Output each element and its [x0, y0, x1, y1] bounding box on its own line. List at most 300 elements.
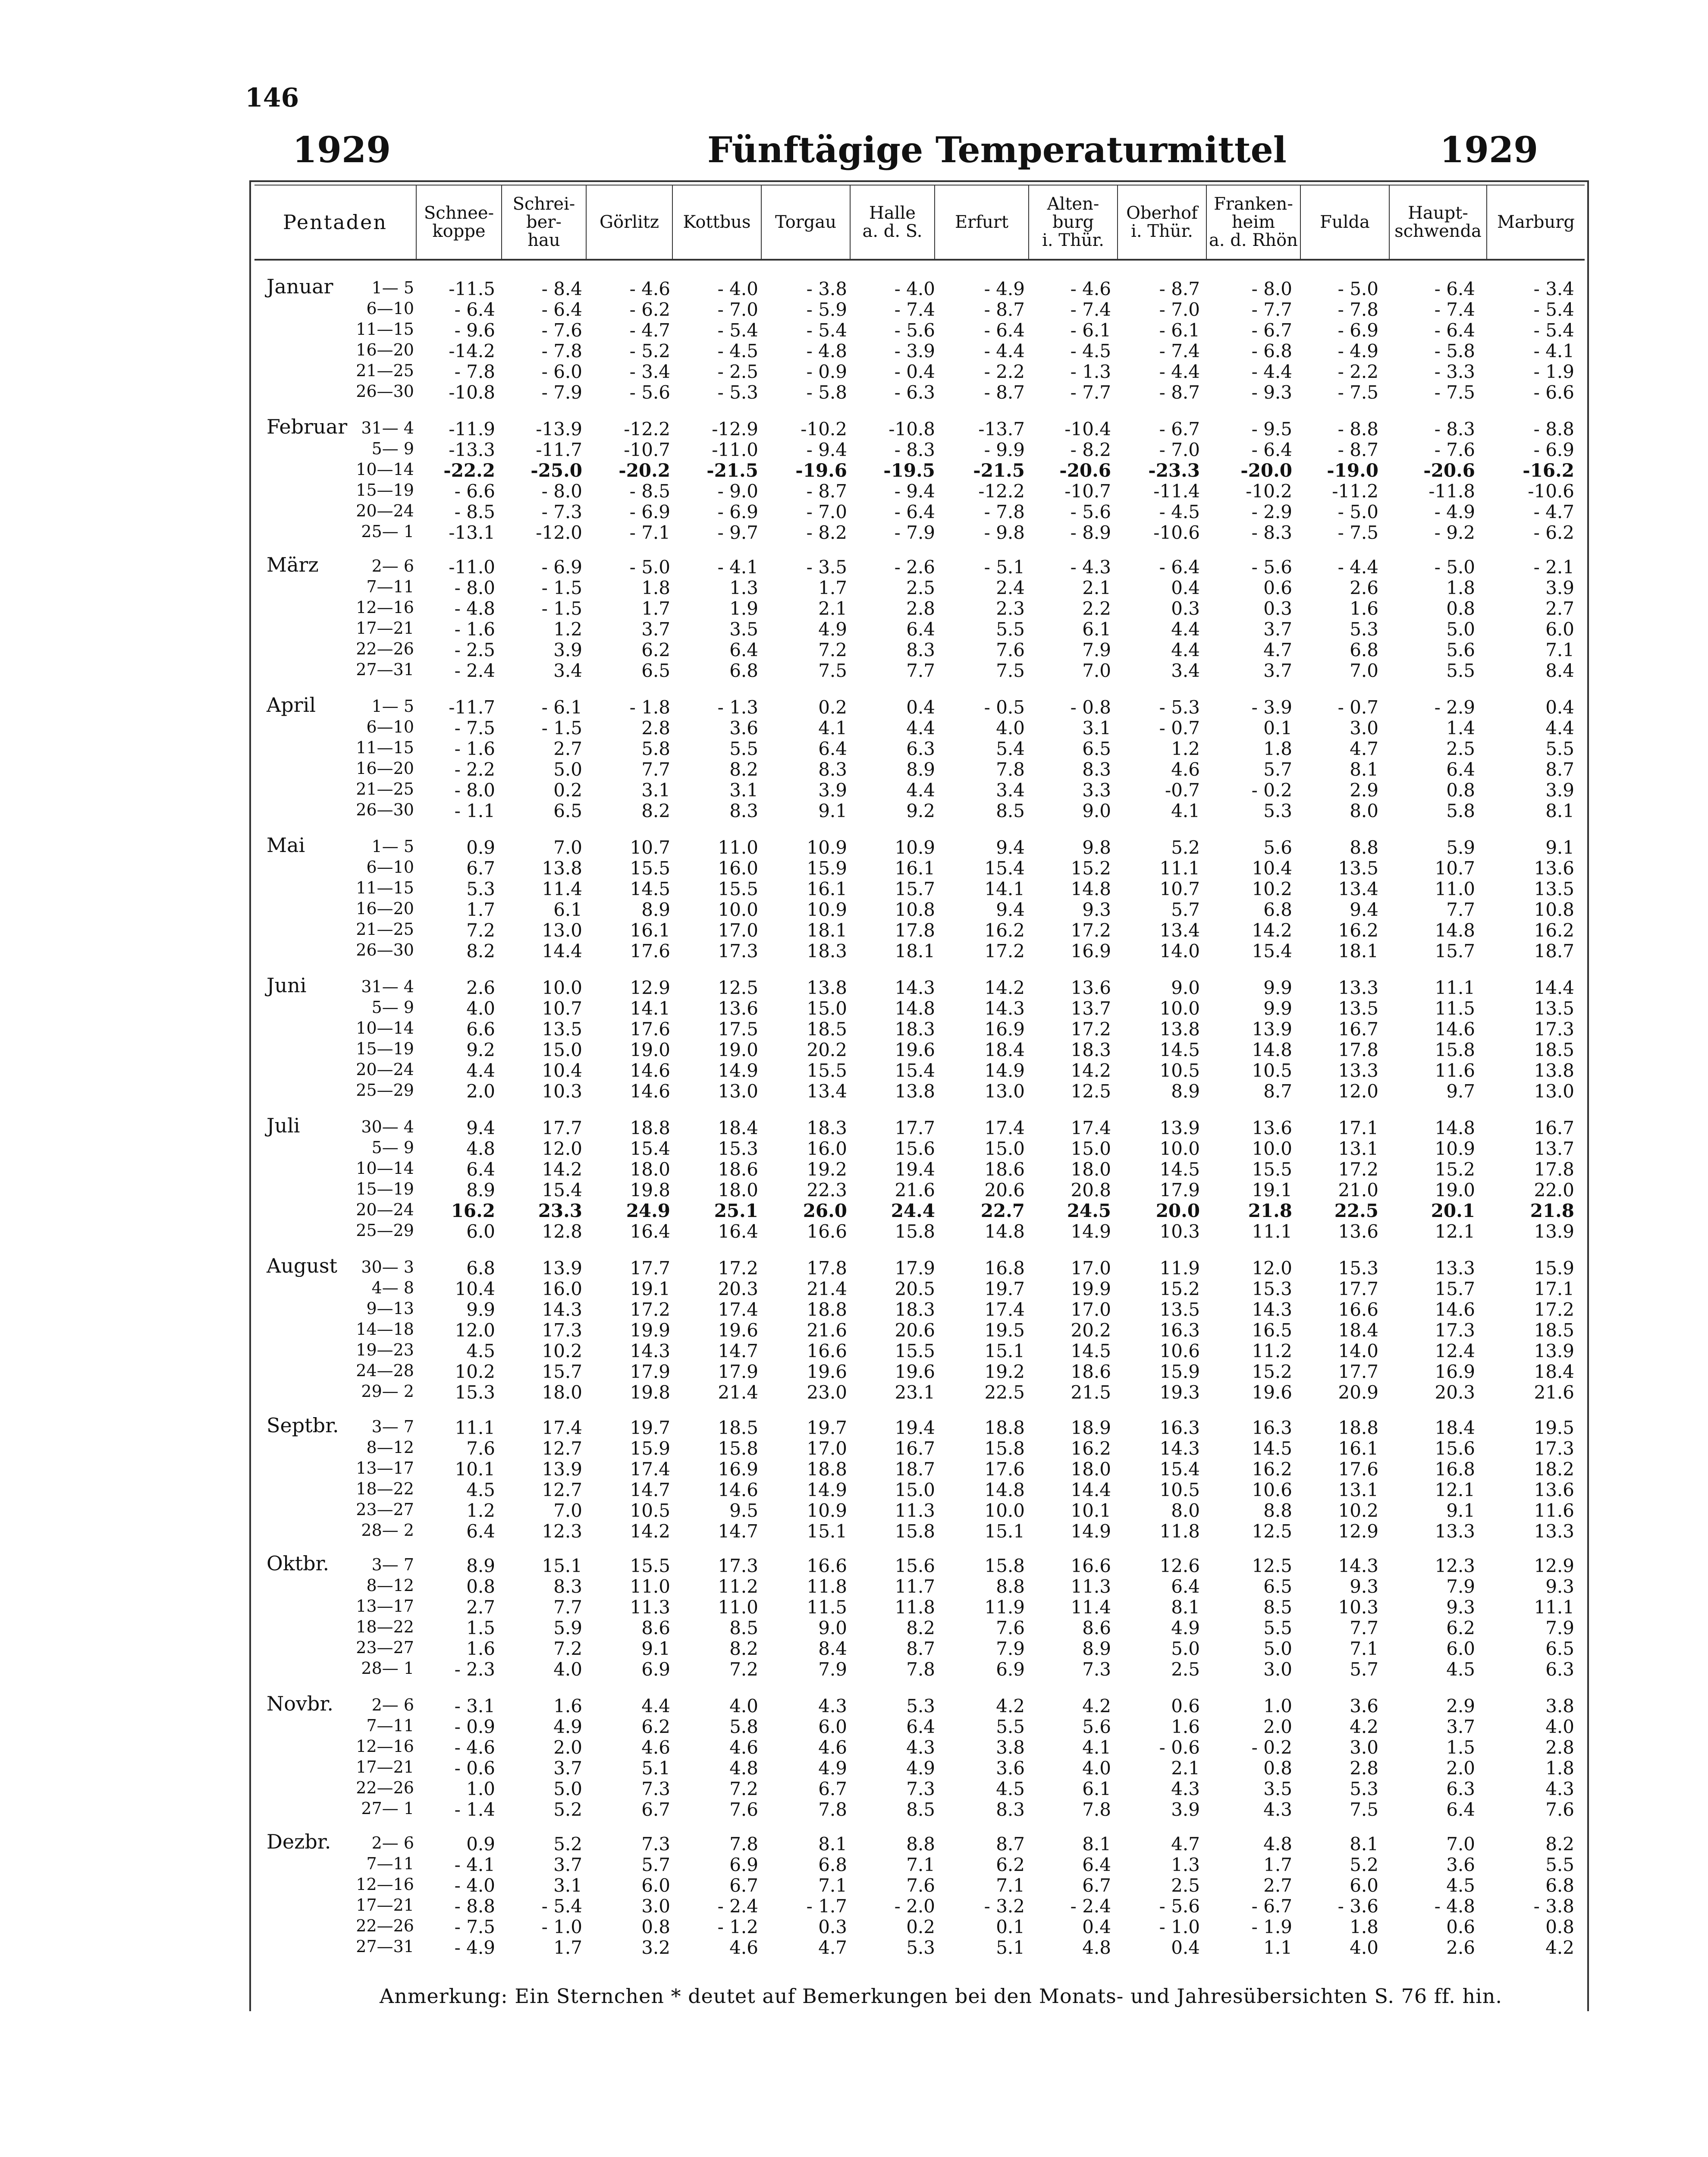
table-cell: 12.3	[1435, 1555, 1475, 1576]
table-cell: 2.5	[1171, 1659, 1200, 1680]
table-cell: 2.5	[1446, 738, 1475, 759]
table-cell: 11.5	[807, 1597, 847, 1618]
table-cell: 5.6	[1082, 1716, 1111, 1737]
table-cell: - 7.4	[1159, 340, 1200, 362]
table-cell: 11.0	[718, 1597, 758, 1618]
table-cell: 11.3	[895, 1500, 935, 1521]
table-cell: 3.9	[1545, 780, 1574, 801]
pentade-label: 20—24	[356, 1200, 414, 1219]
table-cell: 16.2	[1252, 1459, 1292, 1480]
pentade-label: 14—18	[356, 1320, 414, 1339]
table-cell: 14.6	[630, 1060, 670, 1081]
table-cell: 7.2	[818, 639, 847, 660]
table-cell: 6.1	[553, 899, 582, 920]
table-cell: 4.0	[996, 717, 1025, 739]
table-cell: 4.6	[1171, 759, 1200, 780]
table-cell: - 1.5	[541, 598, 582, 619]
table-cell: 13.8	[542, 858, 582, 879]
table-cell: - 6.6	[454, 481, 495, 502]
table-cell: 10.9	[807, 1500, 847, 1521]
table-cell: 17.6	[1338, 1459, 1378, 1480]
table-cell: 17.8	[1534, 1159, 1574, 1180]
table-cell: - 6.9	[1338, 320, 1378, 341]
table-cell: 8.3	[553, 1576, 582, 1597]
pentade-label: 2— 6	[371, 1833, 414, 1852]
table-cell: 20.2	[807, 1039, 847, 1060]
table-cell: 14.3	[1338, 1555, 1378, 1576]
table-cell: 23.1	[895, 1382, 935, 1403]
pentade-label: 26—30	[356, 800, 414, 819]
table-cell: - 4.9	[1434, 501, 1475, 522]
table-cell: - 6.4	[984, 320, 1025, 341]
table-cell: - 1.6	[454, 738, 495, 759]
table-cell: 0.3	[1171, 598, 1200, 619]
table-cell: 5.3	[466, 878, 495, 899]
table-cell: 2.4	[996, 577, 1025, 598]
table-cell: 7.5	[996, 660, 1025, 681]
table-cell: -10.4	[1064, 418, 1111, 440]
table-cell: 20.5	[895, 1278, 935, 1299]
table-cell: 23.3	[538, 1200, 582, 1221]
table-cell: 1.5	[466, 1617, 495, 1638]
table-cell: 14.3	[630, 1340, 670, 1361]
table-cell: 14.5	[1071, 1340, 1111, 1361]
table-cell: 7.7	[1446, 899, 1475, 920]
table-cell: 9.4	[1350, 899, 1378, 920]
table-cell: 17.0	[1071, 1299, 1111, 1320]
table-cell: -20.0	[1240, 460, 1292, 481]
table-cell: 6.3	[906, 738, 935, 759]
table-cell: 1.2	[553, 619, 582, 640]
table-cell: - 0.6	[454, 1758, 495, 1779]
table-cell: 15.1	[807, 1521, 847, 1542]
table-cell: 17.2	[630, 1299, 670, 1320]
table-cell: 3.1	[553, 1875, 582, 1896]
table-cell: 18.4	[984, 1039, 1025, 1060]
table-cell: 8.3	[1082, 759, 1111, 780]
table-cell: 14.3	[984, 998, 1025, 1019]
table-cell: 2.2	[1082, 598, 1111, 619]
table-cell: 10.4	[455, 1278, 495, 1299]
pentade-label: 15—19	[356, 1039, 414, 1058]
table-cell: - 4.0	[454, 1875, 495, 1896]
pentade-label: 10—14	[356, 460, 414, 479]
table-cell: 15.5	[630, 1555, 670, 1576]
table-cell: 1.8	[1446, 577, 1475, 598]
table-cell: 13.9	[1252, 1019, 1292, 1040]
table-cell: 10.5	[1159, 1060, 1200, 1081]
table-cell: 19.3	[1159, 1382, 1200, 1403]
table-cell: 7.8	[818, 1799, 847, 1820]
table-cell: 7.0	[1350, 660, 1378, 681]
table-cell: 0.4	[906, 697, 935, 718]
table-cell: 15.6	[895, 1555, 935, 1576]
table-cell: - 9.6	[454, 320, 495, 341]
table-cell: 4.9	[818, 1758, 847, 1779]
table-cell: 0.4	[1171, 1937, 1200, 1958]
table-cell: 1.8	[1350, 1916, 1378, 1937]
table-cell: - 4.3	[1070, 557, 1111, 578]
table-cell: 11.8	[807, 1576, 847, 1597]
table-cell: 0.8	[1263, 1758, 1292, 1779]
table-cell: 6.4	[1171, 1576, 1200, 1597]
table-cell: - 5.4	[806, 320, 847, 341]
table-cell: - 6.4	[1434, 278, 1475, 299]
table-cell: 16.2	[451, 1200, 495, 1221]
table-cell: - 5.6	[1159, 1896, 1200, 1917]
table-cell: 7.0	[553, 1500, 582, 1521]
table-cell: - 8.7	[984, 299, 1025, 320]
table-cell: - 8.2	[1070, 439, 1111, 460]
pentade-label: 22—26	[356, 1916, 414, 1935]
table-cell: 18.8	[807, 1299, 847, 1320]
table-cell: 9.9	[1263, 998, 1292, 1019]
year-left: 1929	[292, 129, 391, 171]
table-cell: - 5.0	[1338, 501, 1378, 522]
table-cell: - 9.0	[717, 481, 758, 502]
table-cell: - 5.6	[894, 320, 935, 341]
table-cell: 14.8	[1435, 920, 1475, 941]
table-cell: 11.0	[718, 837, 758, 858]
table-cell: 3.7	[1263, 660, 1292, 681]
pentade-label: 11—15	[356, 320, 414, 339]
table-cell: 12.6	[1159, 1555, 1200, 1576]
table-cell: - 1.4	[454, 1799, 495, 1820]
table-cell: 11.8	[1159, 1521, 1200, 1542]
table-cell: - 7.5	[454, 717, 495, 739]
table-cell: 8.1	[1350, 759, 1378, 780]
table-cell: 17.8	[895, 920, 935, 941]
table-cell: 10.7	[630, 837, 670, 858]
table-cell: 4.7	[818, 1937, 847, 1958]
table-cell: 13.0	[542, 920, 582, 941]
table-cell: 16.4	[718, 1221, 758, 1242]
table-cell: 4.4	[1171, 619, 1200, 640]
table-cell: 17.6	[984, 1459, 1025, 1480]
table-cell: 9.1	[1446, 1500, 1475, 1521]
table-cell: 7.9	[818, 1659, 847, 1680]
table-cell: - 7.0	[717, 299, 758, 320]
pentade-label: 3— 7	[371, 1417, 414, 1436]
table-cell: - 2.9	[1434, 697, 1475, 718]
table-cell: - 3.3	[1434, 361, 1475, 382]
table-cell: - 4.9	[984, 278, 1025, 299]
table-cell: 2.0	[553, 1737, 582, 1758]
table-cell: - 7.9	[541, 382, 582, 403]
table-cell: 8.8	[1263, 1500, 1292, 1521]
table-cell: 3.0	[1350, 717, 1378, 739]
table-cell: -11.2	[1332, 481, 1378, 502]
table-cell: 2.0	[1446, 1758, 1475, 1779]
table-cell: 9.1	[818, 800, 847, 821]
pentade-label: 6—10	[366, 717, 414, 736]
table-cell: - 1.9	[1251, 1916, 1292, 1937]
table-cell: 17.7	[542, 1117, 582, 1138]
table-cell: 9.2	[906, 800, 935, 821]
table-cell: 16.6	[1338, 1299, 1378, 1320]
table-cell: 9.3	[1545, 1576, 1574, 1597]
table-cell: 2.6	[1446, 1937, 1475, 1958]
table-cell: 9.7	[1446, 1081, 1475, 1102]
table-cell: 17.3	[542, 1320, 582, 1341]
table-cell: 10.1	[455, 1459, 495, 1480]
table-cell: - 6.3	[894, 382, 935, 403]
table-cell: 6.0	[1446, 1638, 1475, 1659]
table-cell: - 5.3	[717, 382, 758, 403]
pentade-label: 29— 2	[361, 1382, 414, 1401]
table-cell: 7.5	[1350, 1799, 1378, 1820]
table-cell: 18.0	[1071, 1459, 1111, 1480]
table-cell: 0.9	[466, 1833, 495, 1855]
table-cell: 18.5	[1534, 1039, 1574, 1060]
table-cell: - 9.5	[1251, 418, 1292, 440]
table-cell: 8.3	[996, 1799, 1025, 1820]
table-cell: - 2.2	[1338, 361, 1378, 382]
table-cell: - 6.9	[541, 557, 582, 578]
table-cell: 8.1	[1545, 800, 1574, 821]
table-cell: 4.8	[1263, 1833, 1292, 1855]
table-cell: 5.3	[1350, 619, 1378, 640]
table-cell: 1.6	[1350, 598, 1378, 619]
table-cell: 10.2	[1338, 1500, 1378, 1521]
table-cell: - 8.0	[454, 577, 495, 598]
table-cell: 18.4	[1435, 1417, 1475, 1438]
table-cell: - 8.3	[894, 439, 935, 460]
table-cell: 17.2	[1071, 920, 1111, 941]
table-cell: 8.2	[729, 759, 758, 780]
table-cell: 3.7	[1446, 1716, 1475, 1737]
table-cell: -13.1	[449, 522, 495, 543]
table-cell: 16.1	[895, 858, 935, 879]
table-cell: 19.6	[895, 1361, 935, 1382]
table-cell: 12.3	[542, 1521, 582, 1542]
table-cell: 16.4	[630, 1221, 670, 1242]
table-cell: 6.8	[818, 1854, 847, 1875]
table-cell: 0.6	[1171, 1695, 1200, 1717]
table-cell: 19.7	[630, 1417, 670, 1438]
table-cell: 17.7	[1338, 1361, 1378, 1382]
table-cell: 5.2	[553, 1799, 582, 1820]
table-cell: 18.6	[984, 1159, 1025, 1180]
table-cell: - 8.4	[541, 278, 582, 299]
table-cell: 19.0	[1435, 1179, 1475, 1201]
table-cell: - 3.9	[1251, 697, 1292, 718]
footnote: Anmerkung: Ein Sternchen * deutet auf Bemerkungen bei den Monats- und Jahresübersichten S. 76 ff. hin.	[380, 1984, 1503, 2008]
table-cell: 15.0	[807, 998, 847, 1019]
table-cell: 13.0	[1534, 1081, 1574, 1102]
table-cell: 15.8	[984, 1438, 1025, 1459]
table-cell: - 8.2	[806, 522, 847, 543]
table-cell: 18.1	[807, 920, 847, 941]
table-cell: 2.8	[906, 598, 935, 619]
table-cell: 19.9	[630, 1320, 670, 1341]
table-cell: 2.7	[1545, 598, 1574, 619]
table-cell: 13.3	[1338, 1060, 1378, 1081]
table-cell: 7.1	[1350, 1638, 1378, 1659]
table-cell: 4.5	[996, 1778, 1025, 1799]
table-cell: 4.3	[906, 1737, 935, 1758]
table-cell: 10.9	[807, 899, 847, 920]
table-cell: 1.3	[729, 577, 758, 598]
table-cell: 4.4	[906, 717, 935, 739]
pentade-label: 30— 4	[361, 1117, 414, 1136]
table-cell: 7.2	[729, 1778, 758, 1799]
table-cell: 1.7	[466, 899, 495, 920]
table-cell: 8.9	[906, 759, 935, 780]
table-cell: 5.1	[996, 1937, 1025, 1958]
table-cell: 0.4	[1545, 697, 1574, 718]
table-cell: 15.0	[984, 1138, 1025, 1159]
table-cell: - 6.4	[1251, 439, 1292, 460]
table-cell: 4.0	[729, 1695, 758, 1717]
table-cell: 17.8	[807, 1258, 847, 1279]
table-cell: 25.1	[714, 1200, 758, 1221]
table-cell: 5.2	[553, 1833, 582, 1855]
table-cell: 8.7	[1545, 759, 1574, 780]
table-cell: 8.4	[818, 1638, 847, 1659]
table-cell: 14.7	[718, 1340, 758, 1361]
table-cell: - 8.0	[541, 481, 582, 502]
table-cell: 11.9	[1159, 1258, 1200, 1279]
table-cell: 16.1	[807, 878, 847, 899]
table-cell: - 9.3	[1251, 382, 1292, 403]
table-cell: 13.0	[718, 1081, 758, 1102]
table-cell: - 7.5	[1338, 382, 1378, 403]
table-cell: 8.3	[906, 639, 935, 660]
table-cell: 8.0	[1350, 800, 1378, 821]
table-cell: 0.2	[818, 697, 847, 718]
table-cell: 18.3	[807, 1117, 847, 1138]
pentade-label: 11—15	[356, 878, 414, 897]
month-label: Juli	[267, 1114, 300, 1137]
header-pentaden: Pentaden	[254, 186, 417, 259]
pentade-label: 31— 4	[361, 418, 414, 437]
table-cell: - 5.8	[806, 382, 847, 403]
table-cell: 11.4	[1071, 1597, 1111, 1618]
table-cell: -21.5	[706, 460, 758, 481]
table-cell: - 6.1	[1159, 320, 1200, 341]
pentade-label: 25—29	[356, 1221, 414, 1240]
table-cell: 7.9	[1545, 1617, 1574, 1638]
table-cell: 14.9	[984, 1060, 1025, 1081]
table-cell: 14.1	[630, 998, 670, 1019]
table-cell: 17.1	[1338, 1117, 1378, 1138]
table-cell: 17.9	[895, 1258, 935, 1279]
table-cell: 3.2	[641, 1937, 670, 1958]
table-cell: 6.2	[641, 639, 670, 660]
table-cell: 16.9	[718, 1459, 758, 1480]
pentade-label: 27—31	[356, 660, 414, 679]
table-cell: 4.3	[1171, 1778, 1200, 1799]
table-cell: - 8.0	[1251, 278, 1292, 299]
table-cell: - 2.5	[717, 361, 758, 382]
table-cell: - 2.1	[1533, 557, 1574, 578]
table-cell: 18.9	[1071, 1417, 1111, 1438]
table-cell: 7.7	[641, 759, 670, 780]
table-cell: 18.0	[630, 1159, 670, 1180]
table-cell: 13.5	[1338, 998, 1378, 1019]
table-cell: 1.7	[553, 1937, 582, 1958]
table-cell: 19.9	[1071, 1278, 1111, 1299]
month-label: Mai	[267, 833, 305, 857]
table-cell: 6.4	[466, 1521, 495, 1542]
table-cell: -11.5	[449, 278, 495, 299]
pentade-label: 21—25	[356, 920, 414, 939]
table-cell: 0.6	[1263, 577, 1292, 598]
table-cell: 12.8	[542, 1221, 582, 1242]
table-cell: - 7.4	[1434, 299, 1475, 320]
header-col: Oberhof i. Thür.	[1118, 186, 1207, 259]
table-cell: 7.1	[906, 1854, 935, 1875]
table-cell: 7.8	[729, 1833, 758, 1855]
pentade-label: 28— 1	[361, 1659, 414, 1678]
table-cell: - 4.4	[1338, 557, 1378, 578]
table-cell: 2.5	[906, 577, 935, 598]
table-cell: 4.2	[996, 1695, 1025, 1717]
table-cell: 16.8	[984, 1258, 1025, 1279]
table-cell: 19.1	[1252, 1179, 1292, 1201]
table-cell: 21.8	[1248, 1200, 1292, 1221]
table-cell: 16.9	[984, 1019, 1025, 1040]
table-cell: - 0.7	[1159, 717, 1200, 739]
table-cell: 0.6	[1446, 1916, 1475, 1937]
table-cell: 17.3	[1534, 1438, 1574, 1459]
table-cell: -12.9	[712, 418, 758, 440]
pentade-label: 18—22	[356, 1617, 414, 1636]
table-cell: - 7.8	[541, 340, 582, 362]
table-cell: 13.6	[718, 998, 758, 1019]
table-cell: 10.0	[1159, 998, 1200, 1019]
table-cell: - 6.2	[629, 299, 670, 320]
table-cell: - 4.1	[454, 1854, 495, 1875]
table-cell: 17.2	[1534, 1299, 1574, 1320]
table-cell: 20.2	[1071, 1320, 1111, 1341]
table-cell: - 3.8	[1533, 1896, 1574, 1917]
table-cell: 6.5	[1082, 738, 1111, 759]
table-cell: - 3.8	[806, 278, 847, 299]
table-cell: - 2.5	[454, 639, 495, 660]
table-cell: 1.2	[1171, 738, 1200, 759]
table-cell: 8.5	[729, 1617, 758, 1638]
pentade-label: 1— 5	[371, 278, 414, 297]
table-cell: 10.0	[984, 1500, 1025, 1521]
table-cell: 5.5	[1263, 1617, 1292, 1638]
pentade-label: 30— 3	[361, 1258, 414, 1277]
page-number: 146	[245, 83, 299, 113]
table-cell: 17.9	[718, 1361, 758, 1382]
table-cell: - 5.4	[1533, 299, 1574, 320]
table-cell: 7.6	[996, 639, 1025, 660]
table-cell: 6.2	[1446, 1617, 1475, 1638]
table-cell: 15.1	[542, 1555, 582, 1576]
table-cell: 6.0	[1545, 619, 1574, 640]
table-cell: 5.3	[906, 1937, 935, 1958]
table-cell: 13.3	[1338, 977, 1378, 998]
table-cell: 19.8	[630, 1179, 670, 1201]
table-cell: 1.3	[1171, 1854, 1200, 1875]
table-cell: 7.9	[1446, 1576, 1475, 1597]
table-cell: 18.6	[718, 1159, 758, 1180]
table-cell: - 7.4	[894, 299, 935, 320]
table-cell: 8.6	[641, 1617, 670, 1638]
month-label: Dezbr.	[267, 1830, 331, 1853]
table-cell: -10.6	[1528, 481, 1574, 502]
table-cell: 16.8	[1435, 1459, 1475, 1480]
pentade-label: 21—25	[356, 361, 414, 380]
table-cell: 20.6	[895, 1320, 935, 1341]
table-cell: 15.4	[1252, 940, 1292, 962]
table-cell: 11.6	[1534, 1500, 1574, 1521]
